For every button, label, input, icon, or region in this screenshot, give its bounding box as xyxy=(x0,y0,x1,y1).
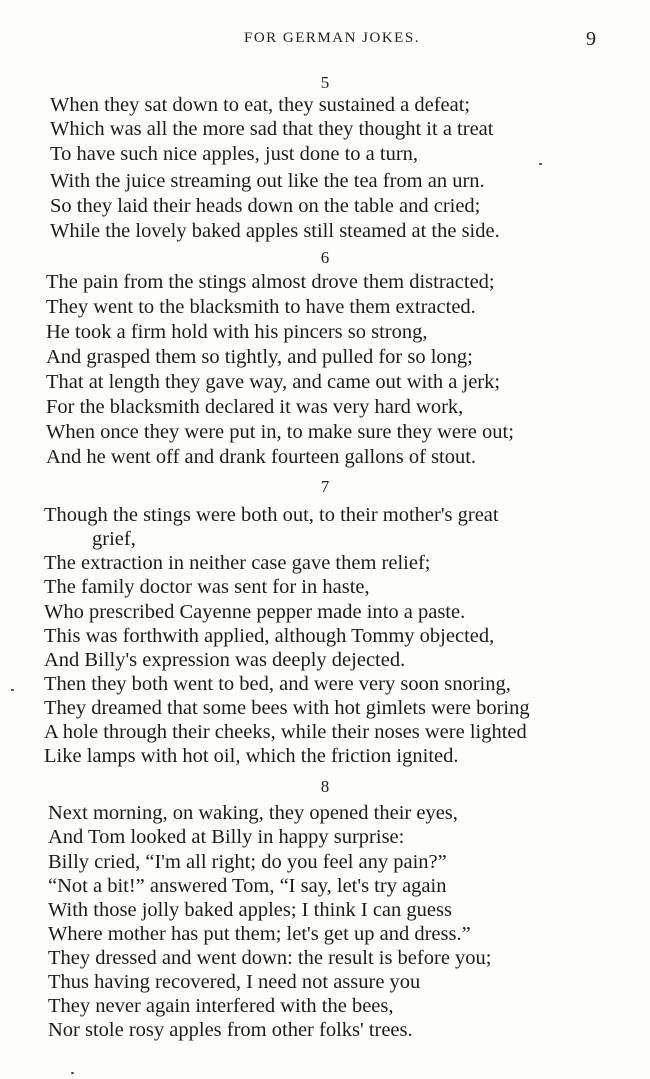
verse-line: And Billy's expression was deeply dejected. xyxy=(44,649,406,671)
verse-line: Which was all the more sad that they thought it a treat xyxy=(50,118,494,140)
verse-line: Next morning, on waking, they opened their eyes, xyxy=(48,802,458,824)
verse-line: While the lovely baked apples still steamed at the side. xyxy=(50,220,500,242)
verse-line: Nor stole rosy apples from other folks' trees. xyxy=(48,1019,413,1041)
running-head xyxy=(0,30,650,54)
verse-line: And he went off and drank fourteen gallons of stout. xyxy=(46,446,477,468)
print-speck xyxy=(539,163,542,165)
verse-line: So they laid their heads down on the table and cried; xyxy=(50,195,481,217)
stanza-number: 6 xyxy=(320,248,330,267)
verse-line: Then they both went to bed, and were very soon snoring, xyxy=(44,673,511,695)
page-number: 9 xyxy=(586,28,596,50)
verse-line: For the blacksmith declared it was very hard work, xyxy=(46,396,464,418)
stanza-number: 7 xyxy=(320,477,330,496)
verse-line: grief, xyxy=(92,528,136,550)
verse-line: With those jolly baked apples; I think I can guess xyxy=(48,899,452,921)
verse-line: And Tom looked at Billy in happy surprise: xyxy=(48,826,405,848)
print-speck xyxy=(11,689,14,691)
verse-line: Billy cried, “I'm all right; do you feel any pain?” xyxy=(48,851,447,873)
verse-line: The family doctor was sent for in haste, xyxy=(44,576,370,598)
running-title: FOR GERMAN JOKES. xyxy=(244,30,420,46)
verse-line: “Not a bit!” answered Tom, “I say, let's try again xyxy=(48,875,447,897)
verse-line: Where mother has put them; let's get up and dress.” xyxy=(48,923,471,945)
stanza-number: 8 xyxy=(320,777,330,796)
verse-line: Thus having recovered, I need not assure you xyxy=(48,971,421,993)
verse-line: Who prescribed Cayenne pepper made into a paste. xyxy=(44,601,466,623)
verse-line: They went to the blacksmith to have them extracted. xyxy=(46,296,476,318)
verse-line: When they sat down to eat, they sustained a defeat; xyxy=(50,94,471,116)
verse-line: They never again interfered with the bees, xyxy=(48,995,394,1017)
verse-line: The pain from the stings almost drove them distracted; xyxy=(46,271,495,293)
stanza-number: 5 xyxy=(320,73,330,92)
verse-line: Though the stings were both out, to their mother's great xyxy=(44,504,499,526)
verse-line: This was forthwith applied, although Tommy objected, xyxy=(44,625,495,647)
verse-line: A hole through their cheeks, while their noses were lighted xyxy=(44,721,527,743)
verse-line: The extraction in neither case gave them relief; xyxy=(44,552,431,574)
verse-line: They dressed and went down: the result is before you; xyxy=(48,947,492,969)
print-speck xyxy=(71,1072,74,1074)
verse-line: He took a firm hold with his pincers so strong, xyxy=(46,321,428,343)
verse-line: And grasped them so tightly, and pulled for so long; xyxy=(46,346,473,368)
verse-line: They dreamed that some bees with hot gimlets were boring xyxy=(44,697,530,719)
verse-line: That at length they gave way, and came out with a jerk; xyxy=(46,371,501,393)
verse-line: When once they were put in, to make sure they were out; xyxy=(46,421,514,443)
verse-line: Like lamps with hot oil, which the friction ignited. xyxy=(44,745,459,767)
verse-line: With the juice streaming out like the tea from an urn. xyxy=(50,170,485,192)
verse-line: To have such nice apples, just done to a turn, xyxy=(50,143,419,165)
